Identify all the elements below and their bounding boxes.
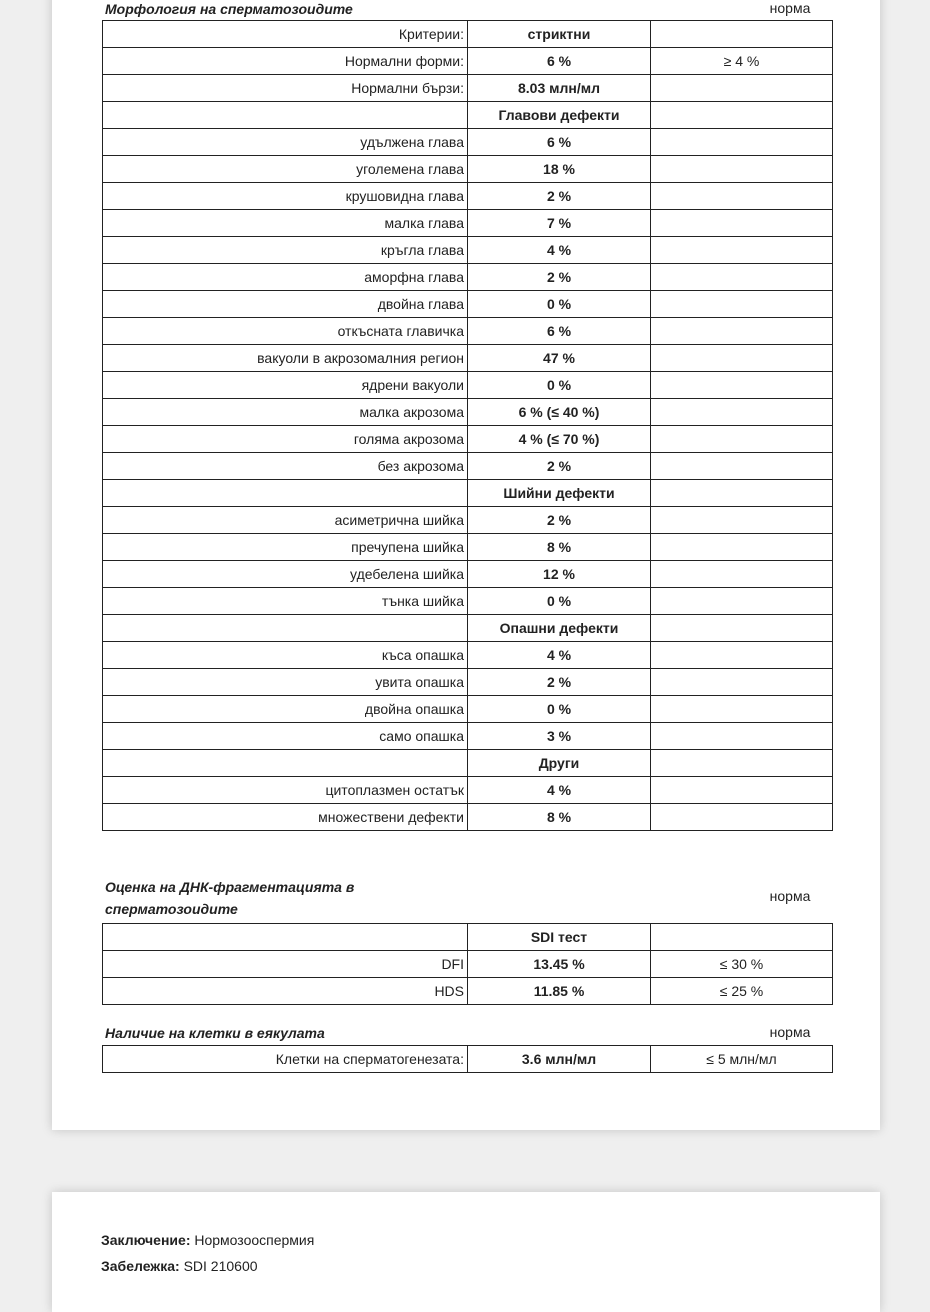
cells-norm-header: норма	[769, 1024, 811, 1040]
table-row	[103, 642, 833, 669]
row-norm	[651, 669, 833, 696]
row-label: двойна опашка	[103, 696, 468, 723]
row-label: кръгла глава	[103, 237, 468, 264]
table-row	[103, 534, 833, 561]
row-value: 2 %	[468, 669, 651, 696]
table-row	[103, 291, 833, 318]
cells-table	[102, 1045, 833, 1073]
row-label: Нормални форми:	[103, 48, 468, 75]
row-value: Опашни дефекти	[468, 615, 651, 642]
row-value: 13.45 %	[468, 951, 651, 978]
row-label: Клетки на сперматогенезата:	[103, 1046, 468, 1073]
row-label: крушовидна глава	[103, 183, 468, 210]
row-value: 18 %	[468, 156, 651, 183]
row-norm	[651, 696, 833, 723]
table-row	[103, 480, 833, 507]
table-row	[103, 561, 833, 588]
morphology-norm-header: норма	[769, 0, 811, 16]
row-value: 3 %	[468, 723, 651, 750]
table-row	[103, 21, 833, 48]
row-value: 6 % (≤ 40 %)	[468, 399, 651, 426]
row-value: 8 %	[468, 804, 651, 831]
table-row	[103, 804, 833, 831]
table-row	[103, 426, 833, 453]
table-row	[103, 951, 833, 978]
row-label: аморфна глава	[103, 264, 468, 291]
table-row	[103, 237, 833, 264]
row-norm	[651, 804, 833, 831]
row-norm: ≤ 25 %	[651, 978, 833, 1005]
table-row	[103, 318, 833, 345]
row-value: 2 %	[468, 183, 651, 210]
row-value: 6 %	[468, 48, 651, 75]
row-label: Нормални бързи:	[103, 75, 468, 102]
row-value: 7 %	[468, 210, 651, 237]
table-row	[103, 264, 833, 291]
note-value: SDI 210600	[183, 1258, 258, 1274]
row-label: пречупена шийка	[103, 534, 468, 561]
row-norm	[651, 102, 833, 129]
row-label: удължена глава	[103, 129, 468, 156]
row-norm	[651, 453, 833, 480]
row-label: тънка шийка	[103, 588, 468, 615]
row-value: 8 %	[468, 534, 651, 561]
row-label: без акрозома	[103, 453, 468, 480]
row-norm	[651, 426, 833, 453]
row-norm	[651, 480, 833, 507]
table-row	[103, 183, 833, 210]
table-row	[103, 129, 833, 156]
row-value: 0 %	[468, 696, 651, 723]
row-value: 2 %	[468, 453, 651, 480]
row-value: 2 %	[468, 507, 651, 534]
row-value: Шийни дефекти	[468, 480, 651, 507]
note-label: Забележка:	[101, 1258, 180, 1274]
conclusion-label: Заключение:	[101, 1232, 191, 1248]
table-row	[103, 102, 833, 129]
row-label	[103, 102, 468, 129]
row-norm	[651, 507, 833, 534]
row-label: откъсната главичка	[103, 318, 468, 345]
row-norm: ≥ 4 %	[651, 48, 833, 75]
table-row	[103, 399, 833, 426]
table-row	[103, 75, 833, 102]
morphology-title: Морфология на сперматозоидите	[105, 1, 353, 17]
row-value: 0 %	[468, 588, 651, 615]
row-label: малка акрозома	[103, 399, 468, 426]
table-row	[103, 588, 833, 615]
row-label: малка глава	[103, 210, 468, 237]
table-row	[103, 1046, 833, 1073]
row-label: удебелена шийка	[103, 561, 468, 588]
row-value: 0 %	[468, 372, 651, 399]
row-label	[103, 615, 468, 642]
row-norm	[651, 264, 833, 291]
row-value: 4 %	[468, 777, 651, 804]
table-row	[103, 669, 833, 696]
table-row	[103, 507, 833, 534]
note-line	[101, 1258, 258, 1274]
row-value: 47 %	[468, 345, 651, 372]
row-norm	[651, 777, 833, 804]
row-label: множествени дефекти	[103, 804, 468, 831]
row-norm	[651, 210, 833, 237]
row-label: асиметрична шийка	[103, 507, 468, 534]
row-norm	[651, 183, 833, 210]
row-norm	[651, 750, 833, 777]
row-value: 6 %	[468, 318, 651, 345]
table-row	[103, 696, 833, 723]
row-label: Критерии:	[103, 21, 468, 48]
row-value: 0 %	[468, 291, 651, 318]
cells-title: Наличие на клетки в еякулата	[105, 1025, 325, 1041]
row-label: ядрени вакуоли	[103, 372, 468, 399]
row-value: 8.03 млн/мл	[468, 75, 651, 102]
row-norm	[651, 75, 833, 102]
row-norm	[651, 561, 833, 588]
row-norm	[651, 723, 833, 750]
row-norm	[651, 399, 833, 426]
row-norm	[651, 156, 833, 183]
row-label: къса опашка	[103, 642, 468, 669]
row-label: цитоплазмен остатък	[103, 777, 468, 804]
report-page-1	[52, 0, 880, 1130]
table-row	[103, 345, 833, 372]
row-label: HDS	[103, 978, 468, 1005]
row-value: 6 %	[468, 129, 651, 156]
dna-header	[102, 876, 832, 922]
row-label	[103, 924, 468, 951]
table-row	[103, 615, 833, 642]
row-value: 11.85 %	[468, 978, 651, 1005]
row-norm	[651, 372, 833, 399]
table-row	[103, 156, 833, 183]
row-label	[103, 750, 468, 777]
morphology-table	[102, 20, 833, 831]
row-label: увита опашка	[103, 669, 468, 696]
row-norm	[651, 615, 833, 642]
report-page-2	[52, 1192, 880, 1312]
row-label: двойна глава	[103, 291, 468, 318]
row-value: SDI тест	[468, 924, 651, 951]
row-value: 4 % (≤ 70 %)	[468, 426, 651, 453]
row-value: 3.6 млн/мл	[468, 1046, 651, 1073]
row-norm	[651, 21, 833, 48]
row-norm	[651, 291, 833, 318]
table-row	[103, 750, 833, 777]
row-label: уголемена глава	[103, 156, 468, 183]
row-value: Главови дефекти	[468, 102, 651, 129]
conclusion-value: Нормозооспермия	[194, 1232, 315, 1248]
row-norm	[651, 237, 833, 264]
table-row	[103, 978, 833, 1005]
row-norm	[651, 642, 833, 669]
row-norm	[651, 588, 833, 615]
morphology-header	[102, 0, 832, 20]
row-norm	[651, 129, 833, 156]
table-row	[103, 723, 833, 750]
dna-title-line1: Оценка на ДНК-фрагментацията в	[105, 879, 355, 895]
row-norm: ≤ 5 млн/мл	[651, 1046, 833, 1073]
table-row	[103, 777, 833, 804]
row-norm	[651, 345, 833, 372]
dna-table	[102, 923, 833, 1005]
cells-header	[102, 1022, 832, 1044]
row-value: 2 %	[468, 264, 651, 291]
table-row	[103, 48, 833, 75]
row-value: Други	[468, 750, 651, 777]
row-value: 4 %	[468, 237, 651, 264]
row-norm	[651, 924, 833, 951]
row-label: DFI	[103, 951, 468, 978]
row-label	[103, 480, 468, 507]
row-value: 12 %	[468, 561, 651, 588]
table-row	[103, 453, 833, 480]
dna-norm-header: норма	[769, 888, 811, 904]
row-norm	[651, 534, 833, 561]
table-row	[103, 924, 833, 951]
dna-title-line2: сперматозоидите	[105, 901, 238, 917]
row-label: само опашка	[103, 723, 468, 750]
row-value: стриктни	[468, 21, 651, 48]
table-row	[103, 372, 833, 399]
row-label: голяма акрозома	[103, 426, 468, 453]
conclusion-line	[101, 1232, 314, 1248]
row-value: 4 %	[468, 642, 651, 669]
table-row	[103, 210, 833, 237]
row-norm: ≤ 30 %	[651, 951, 833, 978]
row-norm	[651, 318, 833, 345]
row-label: вакуоли в акрозомалния регион	[103, 345, 468, 372]
